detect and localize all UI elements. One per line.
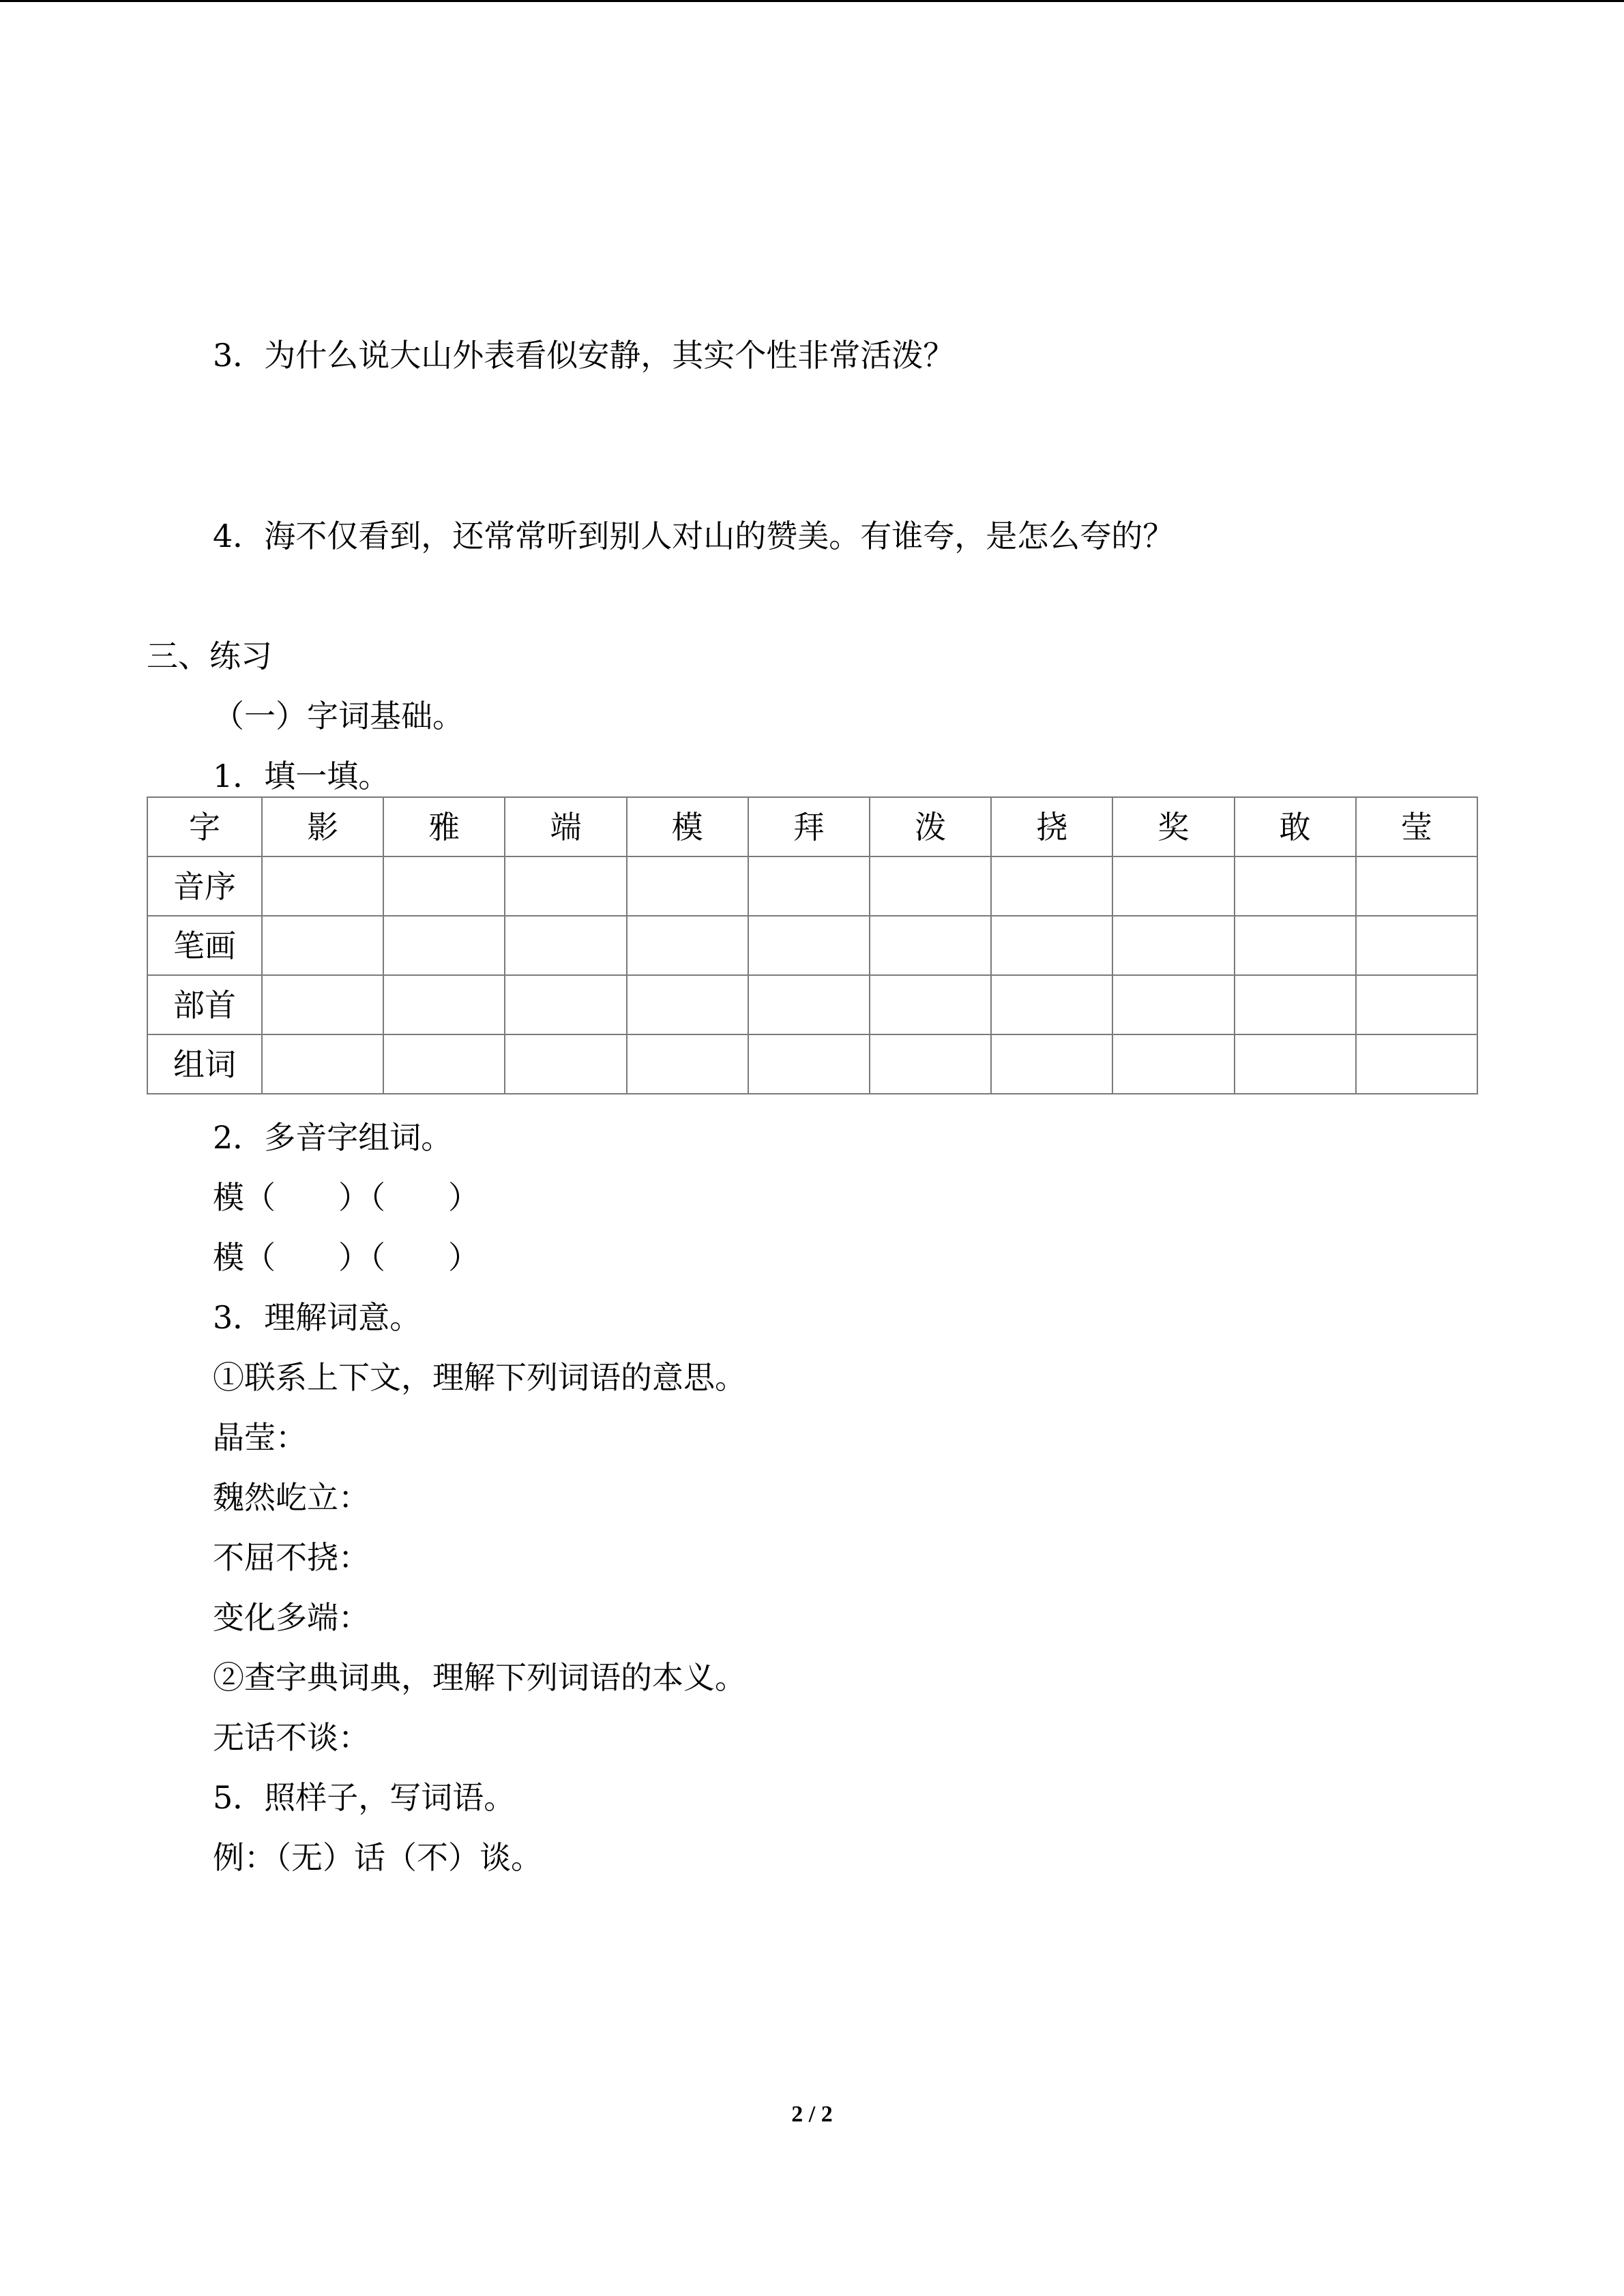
task3-subtitle-1: ①联系上下文，理解下列词语的意思。 bbox=[213, 1359, 746, 1396]
blank-cell[interactable] bbox=[383, 856, 505, 916]
page-number: 2 / 2 bbox=[791, 2102, 833, 2127]
blank-cell[interactable] bbox=[991, 975, 1112, 1034]
blank-cell[interactable] bbox=[748, 975, 870, 1034]
blank-cell[interactable] bbox=[870, 916, 991, 975]
character-table bbox=[147, 796, 1478, 1094]
blank-cell[interactable] bbox=[1235, 975, 1356, 1034]
blank-cell[interactable] bbox=[1356, 975, 1477, 1034]
word-item: 魏然屹立： bbox=[213, 1479, 370, 1516]
blank-cell[interactable] bbox=[870, 1034, 991, 1094]
blank-cell[interactable] bbox=[991, 916, 1112, 975]
blank-cell[interactable] bbox=[505, 856, 626, 916]
task5-example: 例：（无）话（不）谈。 bbox=[213, 1839, 542, 1876]
character-cell: 模 bbox=[627, 797, 748, 856]
character-cell: 泼 bbox=[870, 797, 991, 856]
task3-subtitle-2: ②查字典词典，理解下列词语的本义。 bbox=[213, 1659, 746, 1696]
section-title: 三、练习 bbox=[147, 638, 272, 674]
blank-cell[interactable] bbox=[1356, 856, 1477, 916]
word-item: 变化多端： bbox=[213, 1599, 370, 1636]
table-row bbox=[147, 1034, 1477, 1094]
blank-cell[interactable] bbox=[383, 975, 505, 1034]
blank-cell[interactable] bbox=[627, 916, 748, 975]
character-cell: 影 bbox=[262, 797, 383, 856]
table-row bbox=[147, 916, 1477, 975]
row-label-cell: 部首 bbox=[147, 975, 262, 1034]
blank-cell[interactable] bbox=[1112, 916, 1234, 975]
blank-cell[interactable] bbox=[627, 975, 748, 1034]
blank-cell[interactable] bbox=[1235, 916, 1356, 975]
blank-cell[interactable] bbox=[748, 856, 870, 916]
blank-cell[interactable] bbox=[262, 1034, 383, 1094]
blank-cell[interactable] bbox=[991, 856, 1112, 916]
row-label-cell: 组词 bbox=[147, 1034, 262, 1094]
blank-cell[interactable] bbox=[870, 856, 991, 916]
blank-cell[interactable] bbox=[627, 856, 748, 916]
table-row bbox=[147, 975, 1477, 1034]
blank-cell[interactable] bbox=[262, 975, 383, 1034]
task3-title: 3．理解词意。 bbox=[213, 1299, 422, 1336]
word-item: 晶莹： bbox=[213, 1419, 307, 1456]
word-item: 不屈不挠： bbox=[213, 1539, 370, 1576]
row-label-cell: 音序 bbox=[147, 856, 262, 916]
question-4: 4．海不仅看到，还常常听到别人对山的赞美。有谁夸，是怎么夸的？ bbox=[213, 518, 1175, 554]
word-item: 无话不谈： bbox=[213, 1719, 370, 1756]
blank-cell[interactable] bbox=[505, 975, 626, 1034]
blank-cell[interactable] bbox=[1235, 1034, 1356, 1094]
character-cell: 雅 bbox=[383, 797, 505, 856]
character-cell: 拜 bbox=[748, 797, 870, 856]
blank-cell[interactable] bbox=[383, 1034, 505, 1094]
section-subtitle: （一）字词基础。 bbox=[213, 698, 464, 734]
blank-cell[interactable] bbox=[505, 916, 626, 975]
blank-cell[interactable] bbox=[748, 1034, 870, 1094]
blank-cell[interactable] bbox=[1356, 916, 1477, 975]
blank-cell[interactable] bbox=[1112, 1034, 1234, 1094]
polyphone-line-1: 模（ ）（ ） bbox=[213, 1179, 479, 1216]
blank-cell[interactable] bbox=[1112, 975, 1234, 1034]
row-label-cell: 笔画 bbox=[147, 916, 262, 975]
blank-cell[interactable] bbox=[1356, 1034, 1477, 1094]
blank-cell[interactable] bbox=[262, 916, 383, 975]
top-border-line bbox=[0, 0, 1624, 2]
character-cell: 敢 bbox=[1235, 797, 1356, 856]
blank-cell[interactable] bbox=[627, 1034, 748, 1094]
blank-cell[interactable] bbox=[505, 1034, 626, 1094]
table-row bbox=[147, 856, 1477, 916]
task5-title: 5．照样子，写词语。 bbox=[213, 1779, 516, 1816]
blank-cell[interactable] bbox=[383, 916, 505, 975]
blank-cell[interactable] bbox=[748, 916, 870, 975]
blank-cell[interactable] bbox=[1235, 856, 1356, 916]
blank-cell[interactable] bbox=[262, 856, 383, 916]
blank-cell[interactable] bbox=[1112, 856, 1234, 916]
character-cell: 奖 bbox=[1112, 797, 1234, 856]
character-cell: 莹 bbox=[1356, 797, 1477, 856]
blank-cell[interactable] bbox=[991, 1034, 1112, 1094]
header-label-cell: 字 bbox=[147, 797, 262, 856]
character-cell: 挠 bbox=[991, 797, 1112, 856]
blank-cell[interactable] bbox=[870, 975, 991, 1034]
question-3: 3．为什么说大山外表看似安静，其实个性非常活泼？ bbox=[213, 337, 955, 374]
table-header-row bbox=[147, 797, 1477, 856]
polyphone-line-2: 模（ ）（ ） bbox=[213, 1239, 479, 1276]
task1-title: 1．填一填。 bbox=[213, 758, 390, 794]
character-cell: 端 bbox=[505, 797, 626, 856]
task2-title: 2．多音字组词。 bbox=[213, 1119, 453, 1156]
